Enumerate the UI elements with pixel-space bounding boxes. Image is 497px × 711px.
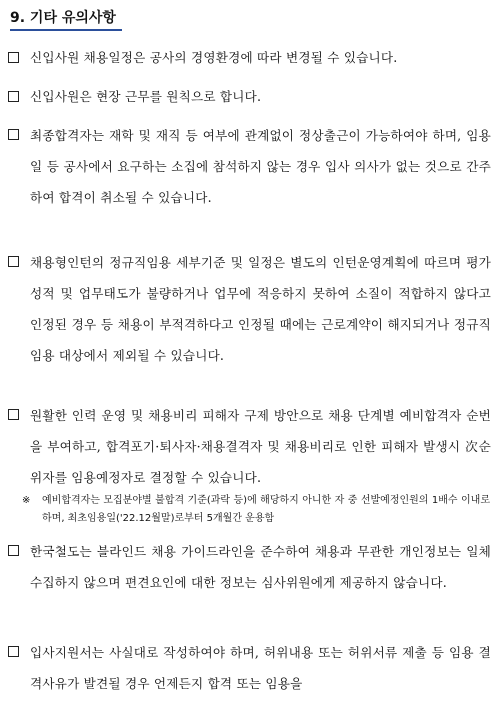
checkbox-icon [8,409,19,420]
item-text: 입사지원서는 사실대로 작성하여야 하며, 허위내용 또는 허위서류 제출 등 임용 결격사유가 발견될 경우 언제든지 합격 또는 임용을 [30,645,491,691]
note-text: 예비합격자는 모집분야별 불합격 기준(과락 등)에 해당하지 아니한 자 중 선발예정인원의 1배수 이내로 하며, 최초임용일('22.12월말)로부터 5개월간 운용함 [42,495,490,524]
checkbox-icon [8,256,19,267]
item-text: 채용형인턴의 정규직임용 세부기준 및 일정은 별도의 인턴운영계획에 따르며 평가성적 및 업무태도가 불량하거나 업무에 적응하지 못하여 소질이 적합하지 않다고 인정된 경우 등 채용이 부적격하다고 인정될 때에는 근로계약이 해지되거나 정규직임용 대상에서 제외될 수 있습니다. [30,255,491,363]
item-text: 원활한 인력 운영 및 채용비리 피해자 구제 방안으로 채용 단계별 예비합격자 순번을 부여하고, 합격포기·퇴사자·채용결격자 및 채용비리로 인한 피해자 발생시 次순위자를 임용예정자로 결정할 수 있습니다. [30,408,491,485]
checkbox-icon [8,545,19,556]
checkbox-icon [8,91,19,102]
item-text: 최종합격자는 재학 및 재직 등 여부에 관계없이 정상출근이 가능하여야 하며, 임용일 등 공사에서 요구하는 소집에 참석하지 않는 경우 입사 의사가 없는 것으로 간주하여 합격이 취소될 수 있습니다. [30,128,491,205]
item-text: 한국철도는 블라인드 채용 가이드라인을 준수하여 채용과 무관한 개인정보는 일체 수집하지 않으며 편견요인에 대한 정보는 심사위원에게 제공하지 않습니다. [30,544,491,590]
item-text: 신입사원은 현장 근무를 원칙으로 합니다. [30,89,262,104]
checkbox-icon [8,646,19,657]
checkbox-icon [8,52,19,63]
item-text: 신입사원 채용일정은 공사의 경영환경에 따라 변경될 수 있습니다. [30,50,398,65]
section-title: 9. 기타 유의사항 [10,8,122,31]
checkbox-icon [8,129,19,140]
note-mark: ※ [22,495,31,506]
